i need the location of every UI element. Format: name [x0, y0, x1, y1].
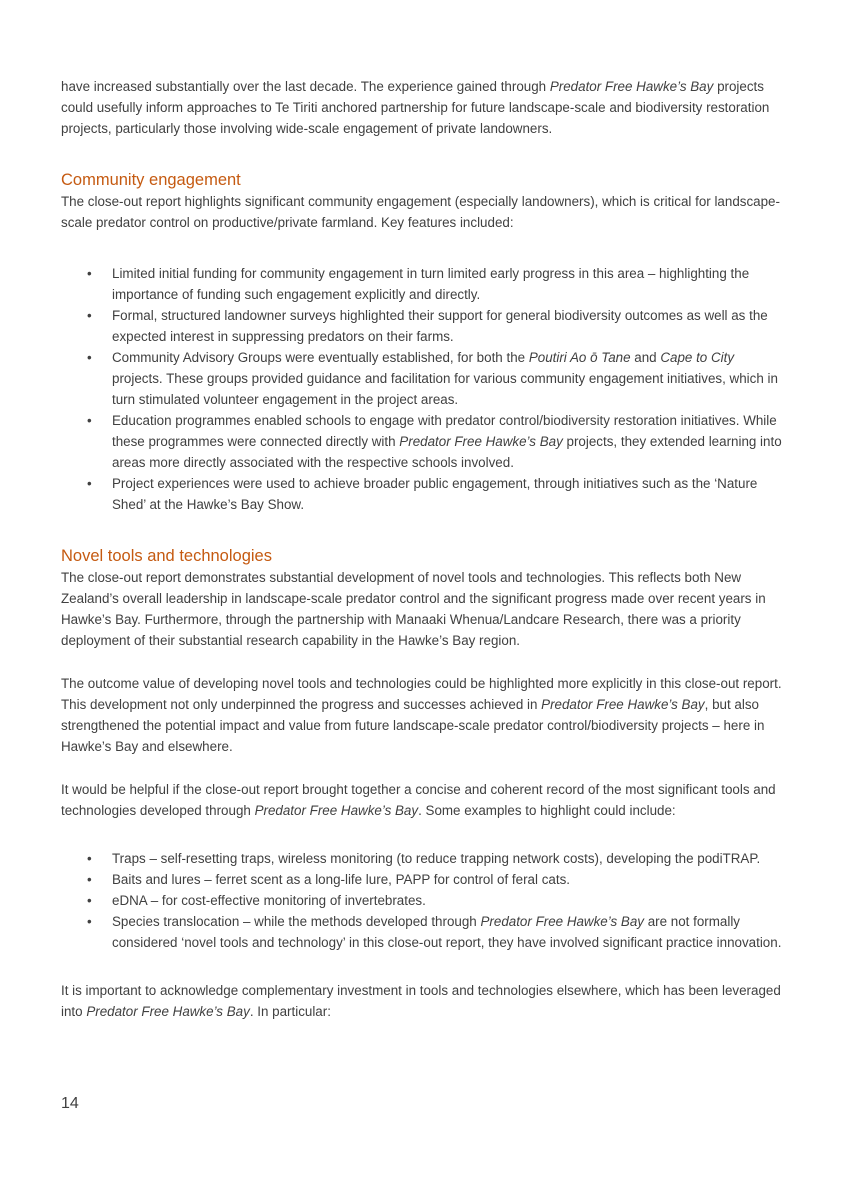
novel-bullet-list: [61, 848, 783, 953]
document-page: [61, 76, 783, 1022]
list-item: • Baits and lures – ferret scent as a long-life lure, PAPP for control of feral cats.: [61, 869, 783, 890]
page-number: 14: [61, 1095, 79, 1112]
community-bullet-list: [61, 263, 783, 515]
paragraph-novel-4: It is important to acknowledge complementary investment in tools and technologies elsewhere, which has been leveraged into Predator Free Hawke’s Bay. In particular:: [61, 983, 781, 1019]
paragraph-intro: have increased substantially over the last decade. The experience gained through Predator Free Hawke’s Bay projects could usefully inform approaches to Te Tiriti anchored partnership for future landscape-scale and biodiversity restoration projects, particularly those involving wide-scale engagement of private landowners.: [61, 79, 770, 136]
list-item: • Species translocation – while the methods developed through Predator Free Hawke’s Bay are not formally considered ‘novel tools and technology’ in this close-out report, they have involved significant practice innovation.: [61, 911, 783, 953]
heading-novel-tools: Novel tools and technologies: [61, 547, 272, 565]
list-item: • Community Advisory Groups were eventually established, for both the Poutiri Ao ō Tane and Cape to City projects. These groups provided guidance and facilitation for various community engagement initiatives, which in turn stimulated volunteer engagement in the project areas.: [61, 347, 783, 410]
italic-project-name: Predator Free Hawke’s Bay: [549, 79, 714, 94]
list-item: • Limited initial funding for community engagement in turn limited early progress in this area – highlighting the importance of funding such engagement explicitly and directly.: [61, 263, 783, 305]
paragraph-novel-2: The outcome value of developing novel tools and technologies could be highlighted more explicitly in this close-out report. This development not only underpinned the progress and successes achieved in Predator Free Hawke’s Bay, but also strengthened the potential impact and value from future landscape-scale predator control/biodiversity projects – here in Hawke’s Bay and elsewhere.: [61, 676, 782, 754]
list-item: • Project experiences were used to achieve broader public engagement, through initiatives such as the ‘Nature Shed’ at the Hawke’s Bay Show.: [61, 473, 783, 515]
paragraph-novel-1: The close-out report demonstrates substantial development of novel tools and technologies. This reflects both New Zealand’s overall leadership in landscape-scale predator control and the significant progress made over recent years in Hawke’s Bay. Furthermore, through the partnership with Manaaki Whenua/Landcare Research, there was a priority deployment of their substantial research capability in the Hawke’s Bay region.: [61, 570, 766, 648]
list-item: • Formal, structured landowner surveys highlighted their support for general biodiversity outcomes as well as the expected interest in suppressing predators on their farms.: [61, 305, 783, 347]
list-item: • Traps – self-resetting traps, wireless monitoring (to reduce trapping network costs), developing the podiTRAP.: [61, 848, 783, 869]
list-item: • eDNA – for cost-effective monitoring of invertebrates.: [61, 890, 783, 911]
paragraph-novel-3: It would be helpful if the close-out report brought together a concise and coherent record of the most significant tools and technologies developed through Predator Free Hawke’s Bay. Some examples to highlight could include:: [61, 782, 776, 818]
paragraph-community-intro: The close-out report highlights significant community engagement (especially landowners), which is critical for landscape-scale predator control on productive/private farmland. Key features included:: [61, 194, 780, 230]
heading-community-engagement: Community engagement: [61, 171, 241, 189]
list-item: • Education programmes enabled schools to engage with predator control/biodiversity restoration initiatives. While these programmes were connected directly with Predator Free Hawke’s Bay projects, they extended learning into areas more directly associated with the respective schools involved.: [61, 410, 783, 473]
